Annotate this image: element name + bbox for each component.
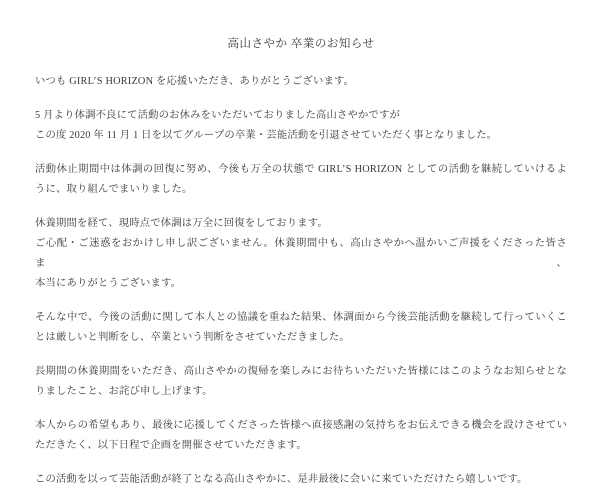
paragraph-line: 活動休止期間中は体調の回復に努め、今後も万全の状態で GIRL’S HORIZON としての活動を継続していけるよ bbox=[35, 164, 567, 175]
document-body bbox=[35, 72, 567, 490]
paragraph-line: ただきたく、以下日程で企画を開催させていただきます。 bbox=[35, 440, 307, 451]
page-title: 高山さやか 卒業のお知らせ bbox=[227, 38, 375, 50]
paragraph-line: とは厳しいと判断をし、卒業という判断をさせていただきました。 bbox=[35, 332, 350, 343]
paragraph-line: この度 2020 年 11 月 1 日を以てグループの卒業・芸能活動を引退させていただく事となりました。 bbox=[35, 130, 498, 141]
paragraph-line: 長期間の休養期間をいただき、高山さやかの復帰を楽しみにお待ちいただいた皆様にはこのようなお知らせとな bbox=[35, 366, 567, 377]
paragraph-line: うに、取り組んでまいりました。 bbox=[35, 184, 193, 195]
paragraph bbox=[35, 160, 567, 200]
paragraph bbox=[35, 214, 567, 294]
paragraph bbox=[35, 72, 567, 92]
paragraph-line: この活動を以って芸能活動が終了となる高山さやかに、是非最後に会いに来ていただけたら嬉しいです。 bbox=[35, 474, 528, 485]
paragraph bbox=[35, 308, 567, 348]
paragraph-line: 休養期間を経て、現時点で体調は万全に回復をしております。 bbox=[35, 218, 328, 229]
paragraph-line: 本人からの希望もあり、最後に応援してくださった皆様へ直接感謝の気持ちをお伝えできる機会を設けさせてい bbox=[35, 420, 567, 431]
paragraph-line: 本当にありがとうございます。 bbox=[35, 278, 182, 289]
paragraph-line: そんな中で、今後の活動に関して本人との協議を重ねた結果、体調面から今後芸能活動を継続して行っていくこ bbox=[35, 312, 567, 323]
paragraph bbox=[35, 416, 567, 456]
paragraph bbox=[35, 362, 567, 402]
paragraph-line: 5 月より体調不良にて活動のお休みをいただいておりました高山さやかですが bbox=[35, 110, 401, 121]
paragraph bbox=[35, 470, 567, 490]
paragraph-line: りましたこと、お詫び申し上げます。 bbox=[35, 386, 213, 397]
paragraph-line: ご心配・ご迷惑をおかけし申し訳ございません。休養期間中も、高山さやかへ温かいご声援をくださった皆さま、 bbox=[35, 238, 567, 269]
paragraph-line: いつも GIRL’S HORIZON を応援いただき、ありがとうございます。 bbox=[35, 76, 355, 87]
paragraph bbox=[35, 106, 567, 146]
